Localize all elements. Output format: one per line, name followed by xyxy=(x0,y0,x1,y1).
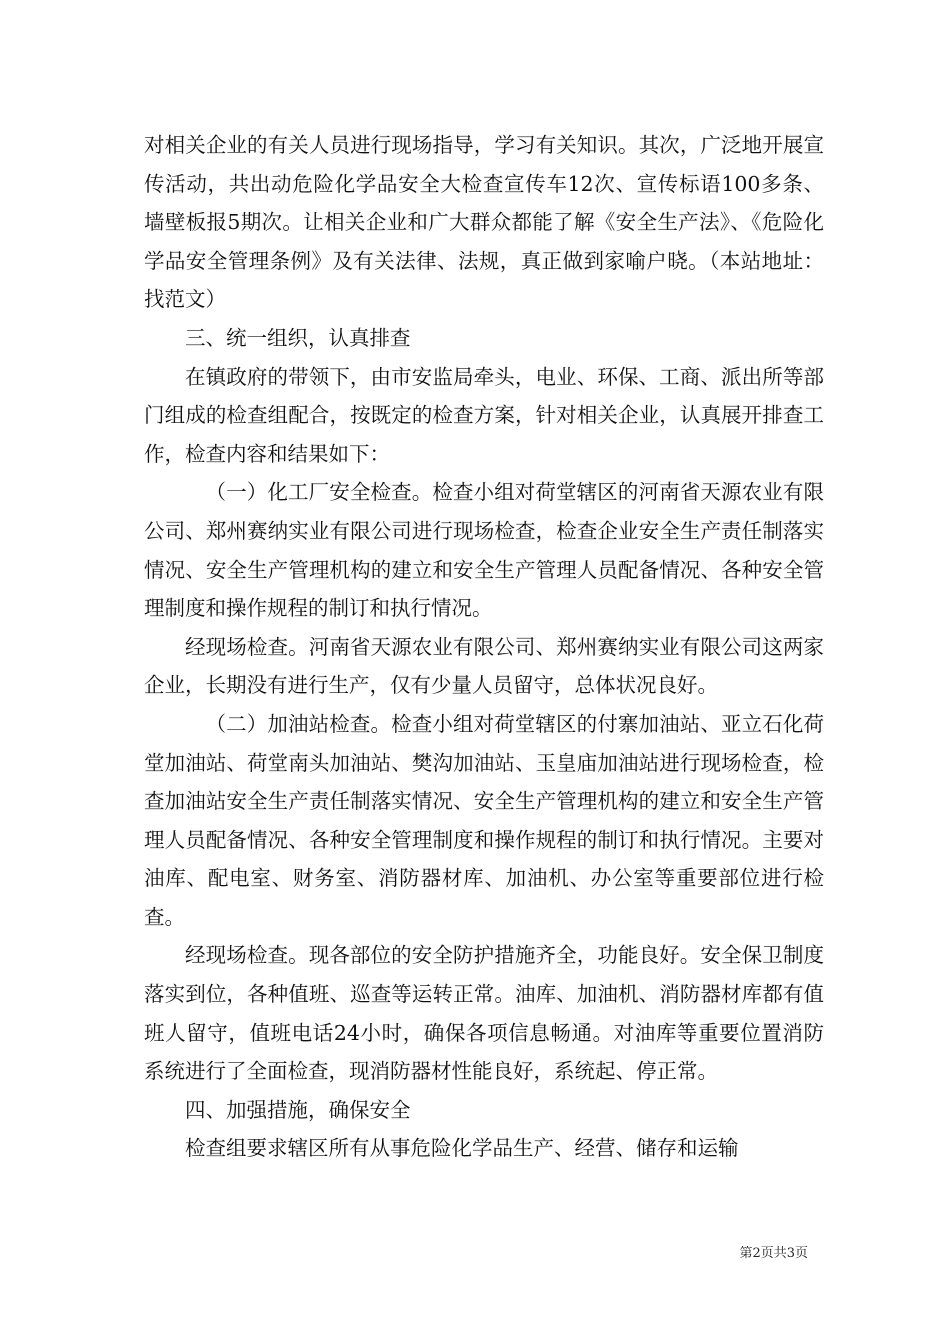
paragraph-5: 经现场检查。河南省天源农业有限公司、郑州赛纳实业有限公司这两家企业，长期没有进行生产，仅有少量人员留守，总体状况良好。 xyxy=(144,634,824,698)
page-number-footer: 第2页共3页 xyxy=(739,1246,808,1261)
paragraph-4: （一）化工厂安全检查。检查小组对荷堂辖区的河南省天源农业有限公司、郑州赛纳实业有限公司进行现场检查，检查企业安全生产责任制落实情况、安全生产管理机构的建立和安全生产管理人员配备情况、各种安全管理制度和操作规程的制订和执行情况。 xyxy=(144,480,824,621)
paragraph-7: 经现场检查。现各部位的安全防护措施齐全，功能良好。安全保卫制度落实到位，各种值班、巡查等运转正常。油库、加油机、消防器材库都有值班人留守，值班电话24小时，确保各项信息畅通。对油库等重要位置消防系统进行了全面检查，现消防器材性能良好，系统起、停正常。 xyxy=(144,943,824,1084)
paragraph-6: （二）加油站检查。检查小组对荷堂辖区的付寨加油站、亚立石化荷堂加油站、荷堂南头加油站、樊沟加油站、玉皇庙加油站进行现场检查，检查加油站安全生产责任制落实情况、安全生产管理机构的建立和安全生产管理人员配备情况、各种安全管理制度和操作规程的制订和执行情况。主要对油库、配电室、财务室、消防器材库、加油机、办公室等重要部位进行检查。 xyxy=(144,711,824,929)
section-heading-3: 三、统一组织，认真排查 xyxy=(185,325,411,350)
section-heading-4: 四、加强措施，确保安全 xyxy=(185,1097,411,1122)
paragraph-9: 检查组要求辖区所有从事危险化学品生产、经营、储存和运输 xyxy=(185,1136,739,1161)
paragraph-1: 对相关企业的有关人员进行现场指导，学习有关知识。其次，广泛地开展宣传活动，共出动危险化学品安全大检查宣传车12次、宣传标语100多条、墙壁板报5期次。让相关企业和广大群众都能了解《安全生产法》、《危险化学品安全管理条例》及有关法律、法规，真正做到家喻户晓。（本站地址：找范文） xyxy=(144,133,824,312)
document-body xyxy=(144,126,824,1168)
paragraph-3: 在镇政府的带领下，由市安监局牵头，电业、环保、工商、派出所等部门组成的检查组配合，按既定的检查方案，针对相关企业，认真展开排查工作，检查内容和结果如下： xyxy=(144,364,824,466)
